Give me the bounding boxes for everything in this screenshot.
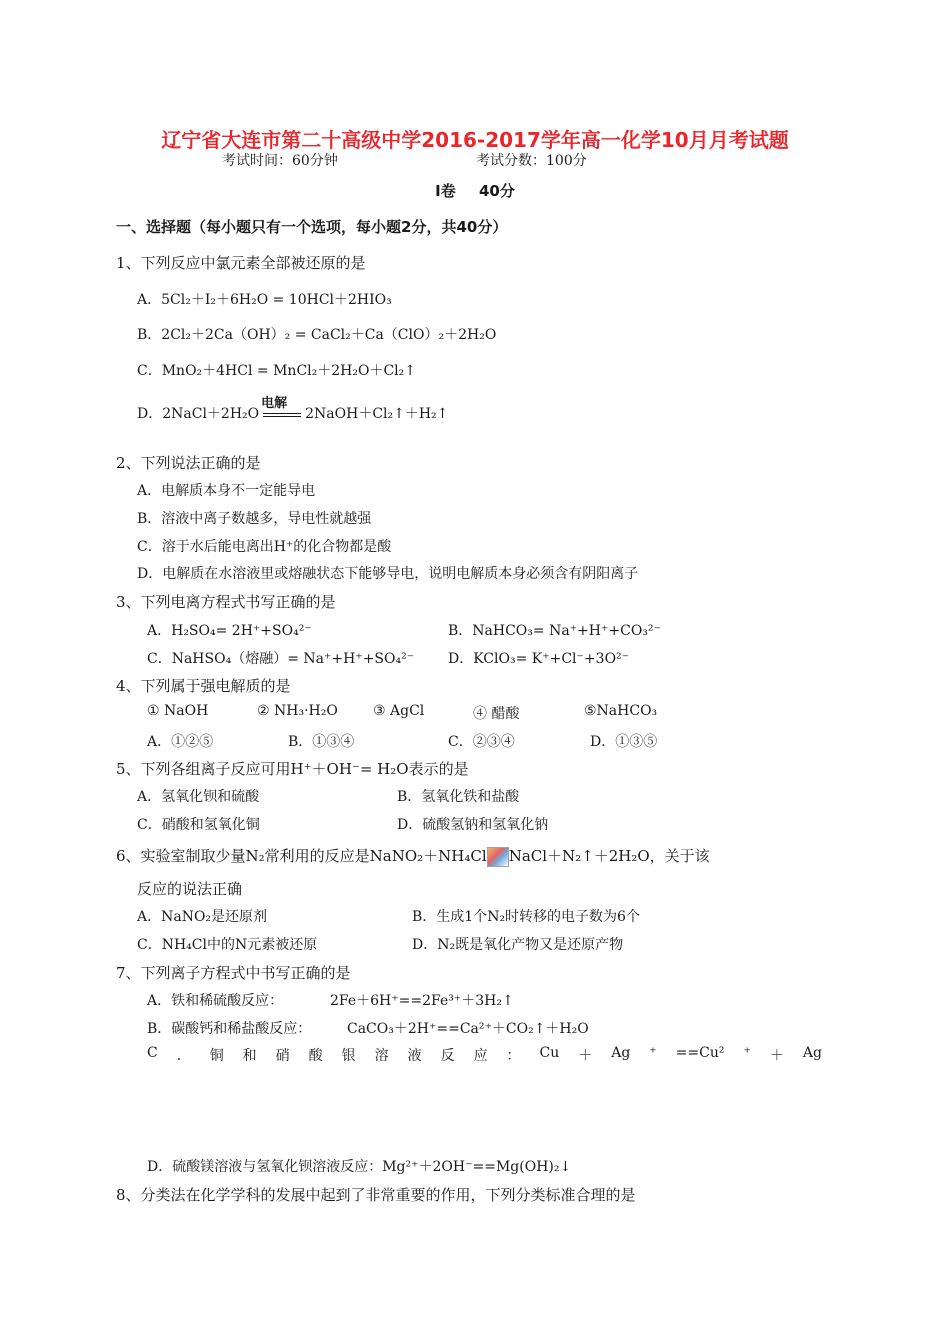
question-5-stem: 5、下列各组离子反应可用H⁺＋OH⁻= H₂O表示的是 — [116, 760, 469, 778]
q2-option-b: B．溶液中离子数越多，导电性就越强 — [137, 511, 372, 527]
question-4-stem: 4、下列属于强电解质的是 — [116, 677, 291, 695]
q7-c-part: Ag — [611, 1045, 631, 1061]
q6-option-a: A．NaNO₂是还原剂 — [137, 909, 268, 925]
question-6-stem — [116, 845, 710, 867]
q4-option-b: B．①③④ — [288, 734, 355, 750]
q6-stem-right: NaCl＋N₂↑＋2H₂O，关于该 — [508, 847, 710, 865]
question-3-stem: 3、下列电离方程式书写正确的是 — [116, 593, 336, 611]
q3-option-c: C．NaHSO₄（熔融）= Na⁺+H⁺+SO₄²⁻ — [147, 651, 415, 667]
q4-option-a: A．①②⑤ — [147, 734, 214, 750]
electrolysis-equals-sign — [261, 396, 301, 422]
q7-option-b-equation: CaCO₃＋2H⁺==Ca²⁺＋CO₂↑＋H₂O — [347, 1021, 589, 1037]
q7-option-d: D．硫酸镁溶液与氢氧化钡溶液反应：Mg²⁺＋2OH⁻==Mg(OH)₂↓ — [147, 1159, 572, 1175]
q7-c-part: 溶 — [374, 1048, 389, 1064]
question-1-stem: 1、下列反应中氯元素全部被还原的是 — [116, 254, 366, 272]
q6-option-b: B．生成1个N₂时转移的电子数为6个 — [412, 909, 640, 925]
q7-c-part: C — [147, 1045, 158, 1061]
question-8-stem: 8、分类法在化学学科的发展中起到了非常重要的作用，下列分类标准合理的是 — [116, 1186, 636, 1204]
q2-option-d: D．电解质在水溶液里或熔融状态下能够导电，说明电解质本身必须含有阴阳离子 — [137, 566, 639, 582]
broken-image-icon — [487, 847, 509, 867]
q5-option-a: A．氢氧化钡和硫酸 — [137, 789, 260, 805]
page-title: 辽宁省大连市第二十高级中学2016-2017学年高一化学10月月考试题 — [161, 128, 789, 152]
q7-c-part: 和 — [242, 1048, 257, 1064]
q4-item-2: ② NH₃·H₂O — [257, 703, 338, 719]
q7-option-b-label: B．碳酸钙和稀盐酸反应： — [147, 1021, 312, 1037]
q1-d-reactants: D．2NaCl＋2H₂O — [137, 406, 260, 422]
q7-c-part: ⁺ — [649, 1045, 657, 1061]
q3-option-a: A．H₂SO₄= 2H⁺+SO₄²⁻ — [147, 623, 312, 639]
q1-option-a: A．5Cl₂＋I₂＋6H₂O = 10HCl＋2HIO₃ — [137, 292, 392, 308]
q7-c-part: Cu — [539, 1045, 560, 1061]
volume-heading: Ⅰ卷 40分 — [435, 182, 515, 200]
q7-c-part: ： — [506, 1048, 521, 1064]
q7-c-part: ＋ — [578, 1048, 593, 1064]
q4-item-4: ④ 醋酸 — [473, 706, 520, 722]
q7-option-c — [147, 1045, 822, 1065]
q5-option-c: C．硝酸和氢氧化铜 — [137, 817, 260, 833]
q5-option-d: D．硫酸氢钠和氢氧化钠 — [397, 817, 549, 833]
q4-option-d: D．①③⑤ — [590, 734, 658, 750]
q6-stem-left: 6、实验室制取少量N₂常利用的反应是NaNO₂＋NH₄Cl — [116, 847, 487, 865]
q4-item-3: ③ AgCl — [373, 703, 425, 719]
q1-d-products: 2NaOH＋Cl₂↑＋H₂↑ — [305, 406, 449, 422]
q7-c-part: ==Cu² — [675, 1045, 725, 1061]
q7-c-part: 硝 — [275, 1048, 290, 1064]
q4-item-1: ① NaOH — [147, 703, 209, 719]
q7-c-part: 反 — [440, 1048, 455, 1064]
q6-stem-continued: 反应的说法正确 — [137, 880, 243, 898]
q7-c-part: 酸 — [308, 1048, 323, 1064]
q6-option-d: D．N₂既是氧化产物又是还原产物 — [412, 937, 624, 953]
q7-c-part: ⁺ — [743, 1045, 751, 1061]
q7-option-a-equation: 2Fe＋6H⁺==2Fe³⁺＋3H₂↑ — [330, 993, 514, 1009]
q7-c-part: ＋ — [769, 1048, 784, 1064]
q1-option-b: B．2Cl₂＋2Ca（OH）₂ = CaCl₂＋Ca（ClO）₂＋2H₂O — [137, 327, 497, 343]
section-heading: 一、选择题（每小题只有一个选项，每小题2分，共40分） — [116, 218, 508, 236]
q2-option-c: C．溶于水后能电离出H⁺的化合物都是酸 — [137, 539, 392, 555]
q1-option-c: C．MnO₂＋4HCl = MnCl₂＋2H₂O＋Cl₂↑ — [137, 363, 416, 379]
q1-option-d — [137, 396, 449, 423]
q4-item-5: ⑤NaHCO₃ — [584, 703, 658, 719]
exam-score: 考试分数：100分 — [476, 153, 587, 169]
q2-option-a: A．电解质本身不一定能导电 — [137, 483, 316, 499]
q3-option-b: B．NaHCO₃= Na⁺+H⁺+CO₃²⁻ — [448, 623, 661, 639]
q4-option-c: C．②③④ — [448, 734, 515, 750]
q7-c-part: 应 — [473, 1048, 488, 1064]
q7-c-part: 银 — [341, 1048, 356, 1064]
q7-c-part: Ag — [802, 1045, 822, 1061]
q7-c-part: 铜 — [209, 1048, 224, 1064]
q3-option-d: D．KClO₃= K⁺+Cl⁻+3O²⁻ — [448, 651, 630, 667]
q7-option-a-label: A．铁和稀硫酸反应： — [147, 993, 284, 1009]
question-2-stem: 2、下列说法正确的是 — [116, 454, 261, 472]
q5-option-b: B．氢氧化铁和盐酸 — [397, 789, 520, 805]
q6-option-c: C．NH₄Cl中的N元素被还原 — [137, 937, 318, 953]
q7-c-part: 液 — [407, 1048, 422, 1064]
electrolysis-label: 电解 — [261, 396, 288, 411]
exam-time: 考试时间：60分钟 — [222, 153, 338, 169]
q7-c-part: ． — [176, 1048, 191, 1064]
question-7-stem: 7、下列离子方程式中书写正确的是 — [116, 964, 351, 982]
